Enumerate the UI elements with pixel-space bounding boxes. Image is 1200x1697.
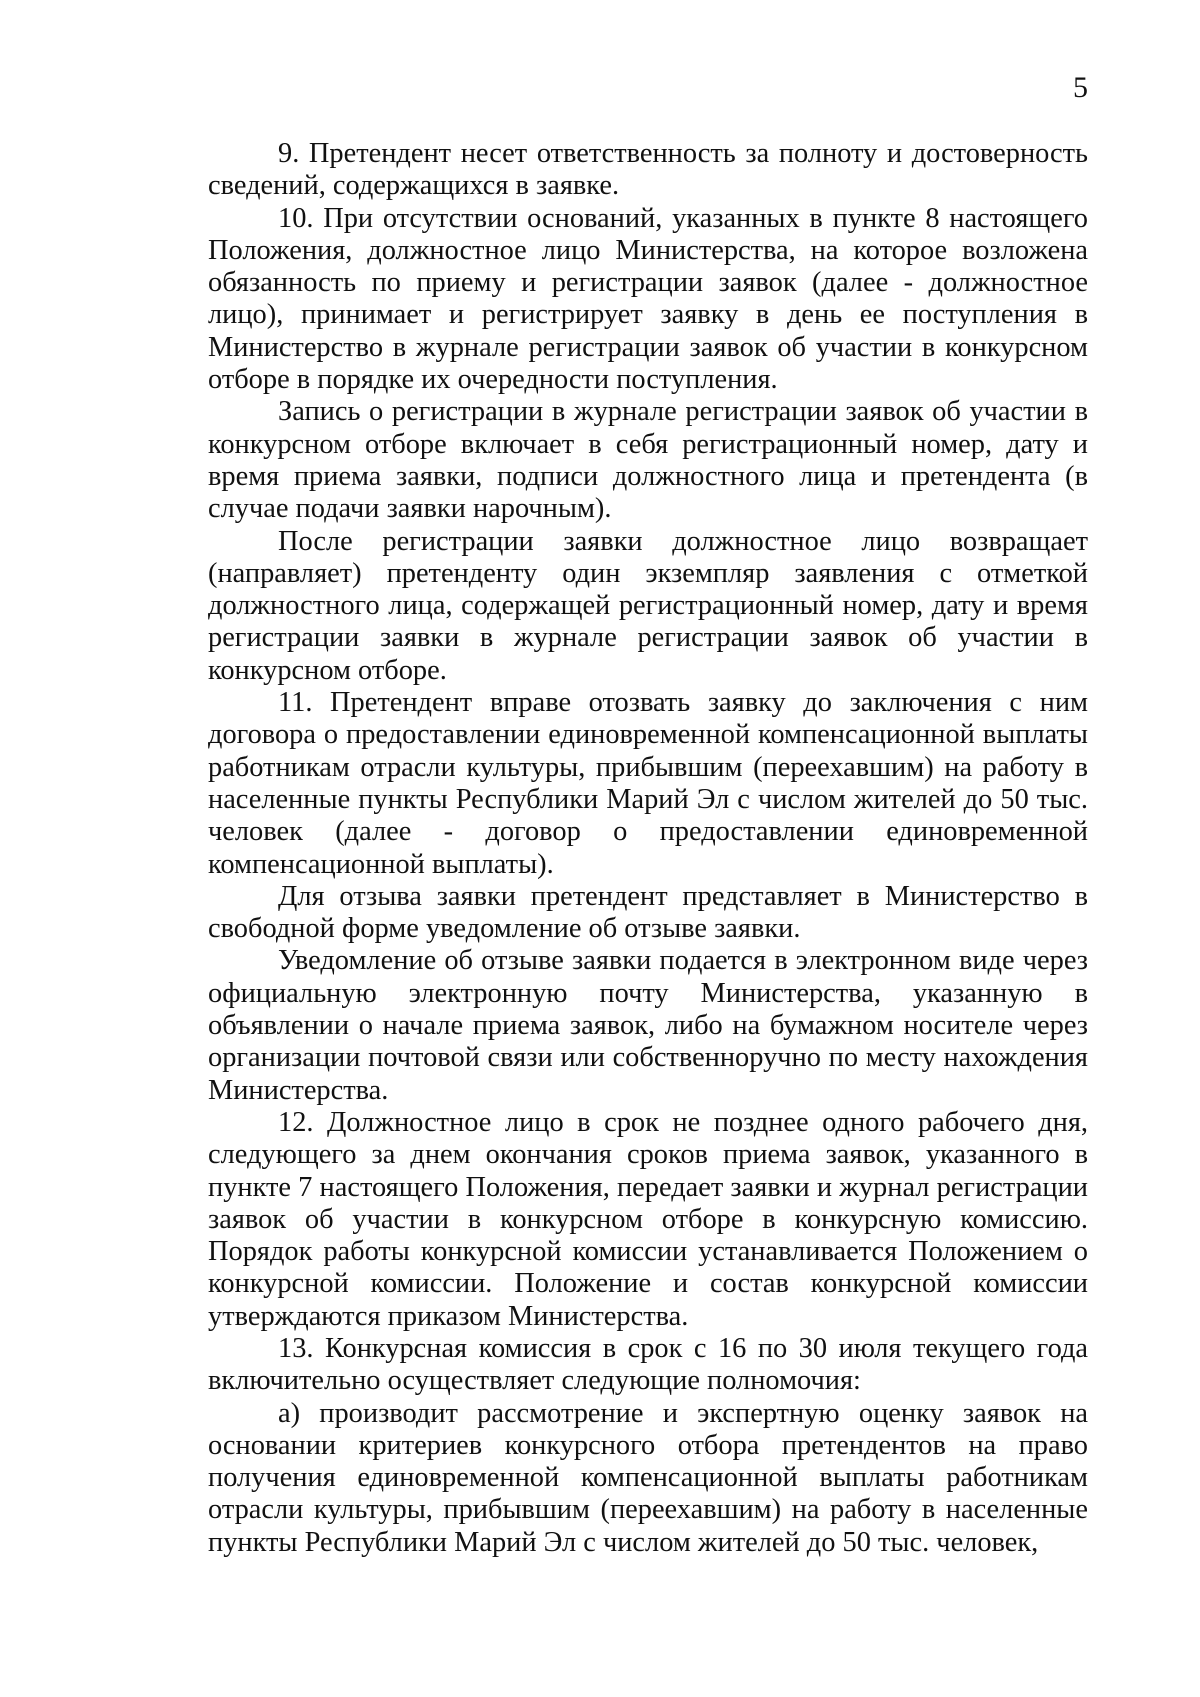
paragraph-13a: а) производит рассмотрение и экспертную оценку заявок на основании критериев конкурсного отбора претендентов на право получения единовременной компенсационной выплаты работникам отрасли культуры, прибывшим (переехавшим) на работу в населенные пункты Республики Марий Эл с числом жителей до 50 тыс. человек,: [208, 1397, 1088, 1558]
document-body: [208, 138, 1088, 1559]
paragraph-withdrawal: Для отзыва заявки претендент представляет в Министерство в свободной форме уведомление об отзыве заявки.: [208, 880, 1088, 945]
paragraph-withdrawal-notice: Уведомление об отзыве заявки подается в электронном виде через официальную электронную почту Министерства, указанную в объявлении о начале приема заявок, либо на бумажном носителе через организации почтовой связи или собственноручно по месту нахождения Министерства.: [208, 945, 1088, 1106]
page-number: 5: [1073, 71, 1088, 104]
paragraph-10: 10. При отсутствии оснований, указанных в пункте 8 настоящего Положения, должностное лицо Министерства, на которое возложена обязанность по приему и регистрации заявок (далее - должностное лицо), принимает и регистрирует заявку в день ее поступления в Министерство в журнале регистрации заявок об участии в конкурсном отборе в порядке их очередности поступления.: [208, 202, 1088, 396]
paragraph-after-registration: После регистрации заявки должностное лицо возвращает (направляет) претенденту один экземпляр заявления с отметкой должностного лица, содержащей регистрационный номер, дату и время регистрации заявки в журнале регистрации заявок об участии в конкурсном отборе.: [208, 525, 1088, 686]
paragraph-registration-record: Запись о регистрации в журнале регистрации заявок об участии в конкурсном отборе включает в себя регистрационный номер, дату и время приема заявки, подписи должностного лица и претендента (в случае подачи заявки нарочным).: [208, 396, 1088, 525]
paragraph-13: 13. Конкурсная комиссия в срок с 16 по 30 июля текущего года включительно осуществляет следующие полномочия:: [208, 1332, 1088, 1397]
paragraph-12: 12. Должностное лицо в срок не позднее одного рабочего дня, следующего за днем окончания сроков приема заявок, указанного в пункте 7 настоящего Положения, передает заявки и журнал регистрации заявок об участии в конкурсном отборе в конкурсную комиссию. Порядок работы конкурсной комиссии устанавливается Положением о конкурсной комиссии. Положение и состав конкурсной комиссии утверждаются приказом Министерства.: [208, 1106, 1088, 1332]
paragraph-9: 9. Претендент несет ответственность за полноту и достоверность сведений, содержащихся в заявке.: [208, 138, 1088, 202]
paragraph-11: 11. Претендент вправе отозвать заявку до заключения с ним договора о предоставлении единовременной компенсационной выплаты работникам отрасли культуры, прибывшим (переехавшим) на работу в населенные пункты Республики Марий Эл с числом жителей до 50 тыс. человек (далее - договор о предоставлении единовременной компенсационной выплаты).: [208, 687, 1088, 880]
